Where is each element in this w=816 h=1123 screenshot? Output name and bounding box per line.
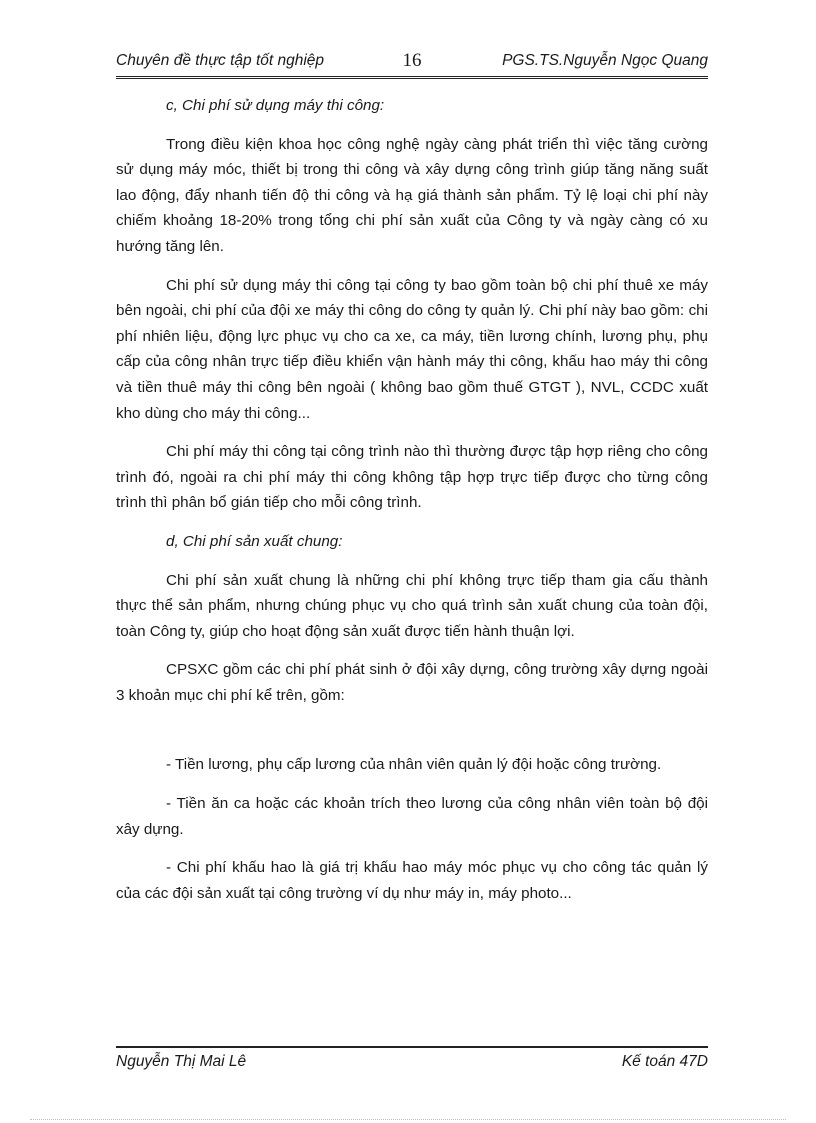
- header-supervisor: PGS.TS.Nguyễn Ngọc Quang: [502, 52, 708, 69]
- list-item: - Tiền ăn ca hoặc các khoản trích theo lương của công nhân viên toàn bộ đội xây dựng.: [116, 795, 708, 838]
- list-item: - Tiền lương, phụ cấp lương của nhân viên quản lý đội hoặc công trường.: [166, 756, 662, 774]
- section-heading-machine-costs: c, Chi phí sử dụng máy thi công:: [166, 97, 385, 114]
- paragraph: Chi phí sử dụng máy thi công tại công ty bao gồm toàn bộ chi phí thuê xe máy bên ngoài, chi phí của đội xe máy thi công do công ty quản lý. Chi phí này bao gồm: chi phí nhiên liệu, động lực phục vụ cho ca xe, ca máy, tiền lương chính, lương phụ, phụ cấp của công nhân trực tiếp điều khiển vận hành máy thi công, khấu hao máy thi công và tiền thuê máy thi công bên ngoài ( không bao gồm thuế GTGT ), NVL, CCDC xuất kho dùng cho máy thi công...: [116, 276, 708, 422]
- paragraph: Chi phí máy thi công tại công trình nào thì thường được tập hợp riêng cho công trình đó, ngoài ra chi phí máy thi công không tập hợp trực tiếp được cho từng công trình thì phân bổ gián tiếp cho mỗi công trình.: [116, 443, 708, 512]
- section-heading-general-costs: d, Chi phí sản xuất chung:: [166, 532, 343, 550]
- footer-author: Nguyễn Thị Mai Lê: [116, 1053, 247, 1070]
- page-footer: [116, 1046, 708, 1070]
- paragraph: Chi phí sản xuất chung là những chi phí không trực tiếp tham gia cấu thành thực thể sản phẩm, nhưng chúng phục vụ cho quá trình sản xuất chung của toàn đội, toàn Công ty, giúp cho hoạt động sản xuất được tiến hành thuận lợi.: [116, 571, 708, 640]
- page-bottom-divider: [30, 1119, 786, 1120]
- header-report-title: Chuyên đề thực tập tốt nghiệp: [116, 52, 325, 69]
- paragraph: Trong điều kiện khoa học công nghệ ngày càng phát triển thì việc tăng cường sử dụng máy móc, thiết bị trong thi công và xây dựng công trình giúp tăng năng suất lao động, đẩy nhanh tiến độ thi công và hạ giá thành sản phẩm. Tỷ lệ loại chi phí này chiếm khoảng 18-20% trong tổng chi phí sản xuất của Công ty và ngày càng có xu hướng tăng lên.: [116, 135, 708, 255]
- page-header: [116, 50, 708, 79]
- page-number: 16: [402, 50, 422, 71]
- page-body: [116, 93, 708, 919]
- paragraph: CPSXC gồm các chi phí phát sinh ở đội xây dựng, công trường xây dựng ngoài 3 khoản mục chi phí kể trên, gồm:: [116, 661, 708, 704]
- footer-class: Kế toán 47D: [621, 1053, 708, 1070]
- list-item: - Chi phí khấu hao là giá trị khấu hao máy móc phục vụ cho công tác quản lý của các đội sản xuất tại công trường ví dụ như máy in, máy photo...: [116, 859, 708, 902]
